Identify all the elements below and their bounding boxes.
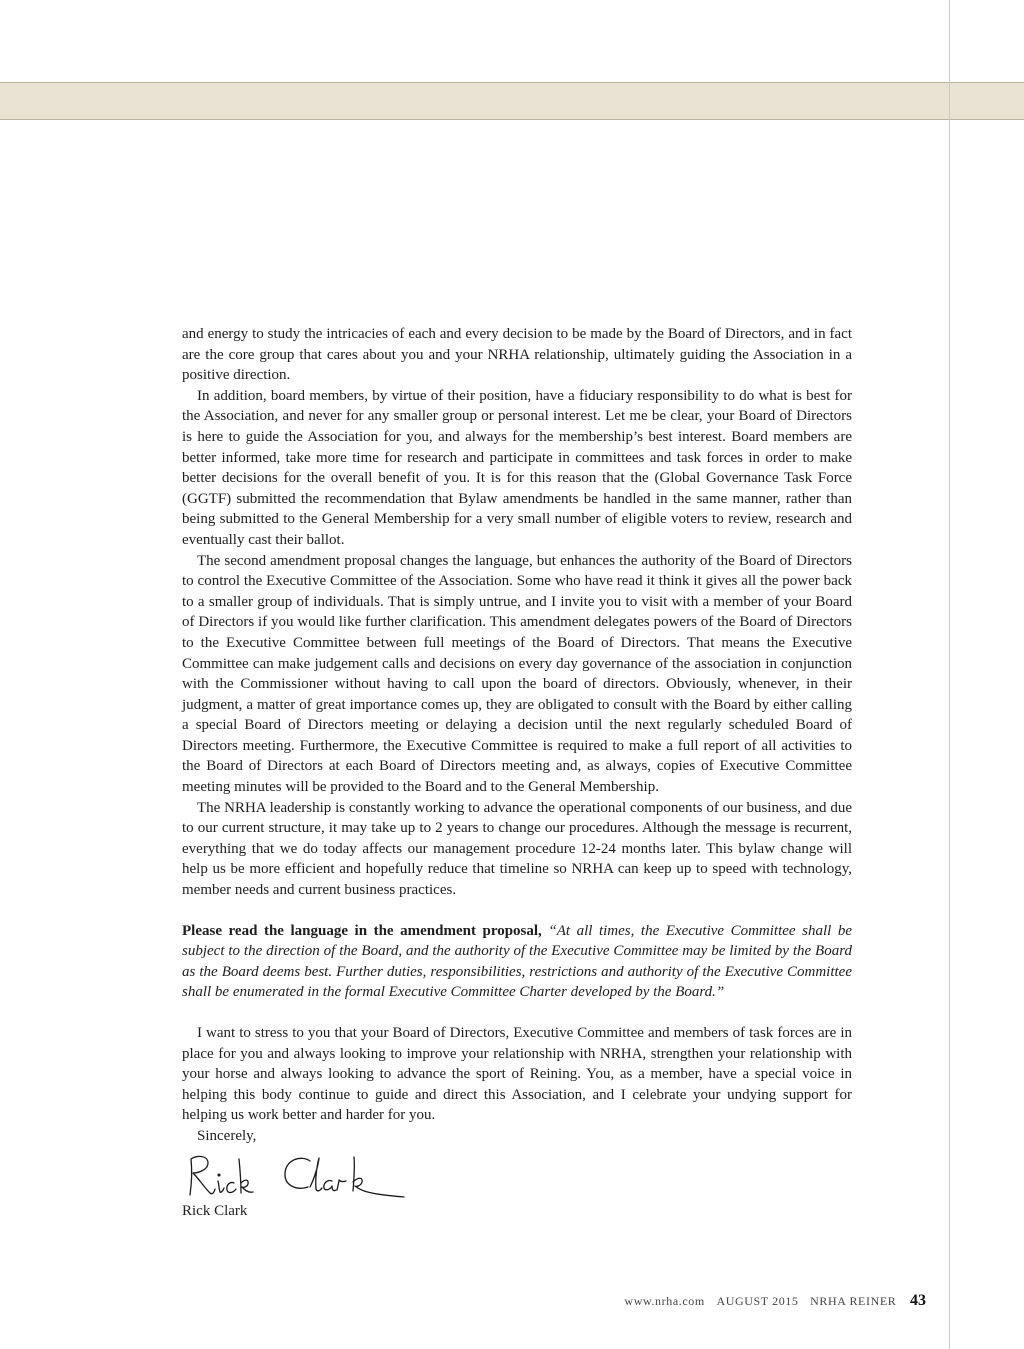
article-body: [182, 324, 852, 1221]
signature-text: Rick Clark: [182, 1150, 187, 1152]
header-band: [0, 82, 1024, 120]
amendment-quote: [182, 921, 852, 1003]
paragraph-2: In addition, board members, by virtue of their position, have a fiduciary responsibility to do what is best for the Association, and never for any smaller group or personal interest. Let me be clear, your Board of Directors is here to guide the Association for you, and always for the membership’s best interest. Board members are better informed, take more time for research and participate in committees and task forces in order to make better decisions for the overall benefit of you. It is for this reason that the (Global Governance Task Force (GGTF) submitted the recommendation that Bylaw amendments be handled in the same manner, rather than being submitted to the General Membership for a very small number of eligible voters to review, research and eventually cast their ballot.: [182, 387, 852, 548]
closing: Sincerely,: [197, 1127, 257, 1144]
paragraph-5: I want to stress to you that your Board of Directors, Executive Committee and members of task forces are in place for you and always looking to improve your relationship with NRHA, strengthen your relationship with your horse and always looking to advance the sport of Reining. You, as a member, have a special voice in helping this body continue to guide and direct this Association, and I celebrate your undying support for helping us work better and harder for you.: [182, 1025, 852, 1124]
quote-lead: Please read the language in the amendment proposal,: [182, 922, 542, 939]
signature: [182, 1151, 412, 1201]
paragraph-1: and energy to study the intricacies of each and every decision to be made by the Board of Directors, and in fact are the core group that cares about you and your NRHA relationship, ultimately guiding the Association in a positive direction.: [182, 326, 852, 384]
page-edge-rule: [949, 0, 950, 1349]
page-number: 43: [910, 1292, 926, 1309]
footer-website[interactable]: www.nrha.com: [624, 1294, 705, 1308]
quote-text: “At all times, the Executive Committee shall be subject to the direction of the Board, and the authority of the Executive Committee may be limited by the Board as the Board deems best. Further duties, responsibilities, restrictions and authority of the Executive Committee shall be enumerated in the formal Executive Committee Charter developed by the Board.”: [182, 922, 852, 1001]
footer-issue: AUGUST 2015: [716, 1294, 799, 1308]
paragraph-4: The NRHA leadership is constantly working to advance the operational components of our business, and due to our current structure, it may take up to 2 years to change our procedures. Although the message is recurrent, everything that we do today affects our management procedure 12-24 months later. This bylaw change will help us be more efficient and hopefully reduce that timeline so NRHA can keep up to speed with technology, member needs and current business practices.: [182, 799, 852, 899]
signer-name: Rick Clark: [182, 1202, 248, 1219]
page-footer: [616, 1292, 926, 1310]
paragraph-3: The second amendment proposal changes the language, but enhances the authority of the Board of Directors to control the Executive Committee of the Association. Some who have read it think it gives all the power back to a smaller group of individuals. That is simply untrue, and I invite you to visit with a member of your Board of Directors if you would like further clarification. This amendment delegates powers of the Board of Directors to the Executive Committee between full meetings of the Board of Directors. That means the Executive Committee can make judgement calls and decisions on every day governance of the association in conjunction with the Commissioner without having to call upon the board of directors. Obviously, whenever, in their judgment, a matter of great importance comes up, they are obligated to consult with the Board by either calling a special Board of Directors meeting or delaying a decision until the next regularly scheduled Board of Directors meeting. Furthermore, the Executive Committee is required to make a full report of all activities to the Board of Directors at each Board of Directors meeting and, as always, copies of Executive Committee meeting minutes will be provided to the Board and to the General Membership.: [182, 552, 852, 796]
footer-publication: NRHA REINER: [810, 1294, 897, 1308]
